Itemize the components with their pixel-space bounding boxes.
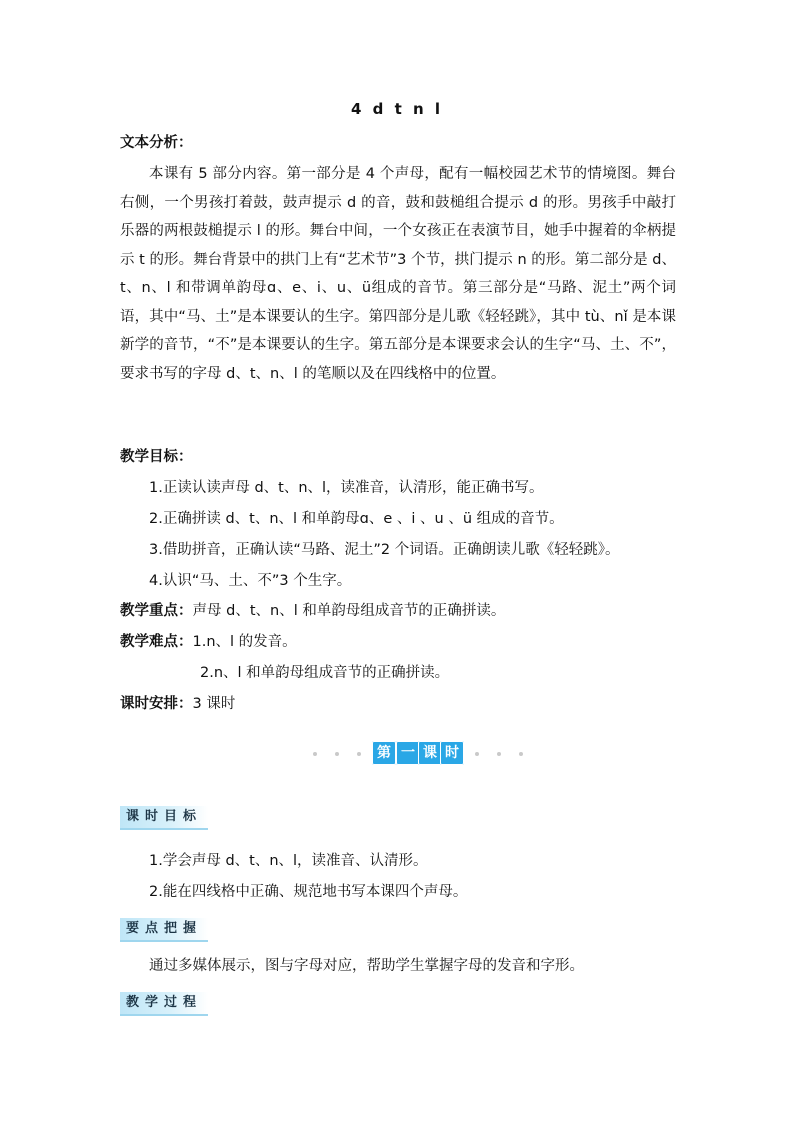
schedule-label: 课时安排： xyxy=(120,696,193,712)
objective-item-2: 2.正确拼读 d、t、n、l 和单韵母ɑ、e 、i 、u 、ü 组成的音节。 xyxy=(149,511,564,527)
difficulty-row xyxy=(120,632,297,652)
schedule-text: 3 课时 xyxy=(192,696,236,712)
objective-item-1: 1.正读认读声母 d、t、n、l，读准音，认清形，能正确书写。 xyxy=(149,480,544,496)
banner-char-1: 第 xyxy=(372,741,396,765)
banner-char-3: 课 xyxy=(418,741,442,765)
text-analysis-heading: 文本分析： xyxy=(120,135,193,151)
difficulty-item-1: 1.n、l 的发音。 xyxy=(192,634,297,650)
divider-dots-right xyxy=(466,752,532,756)
objectives-heading: 教学目标： xyxy=(120,449,193,465)
lesson-banner xyxy=(372,741,464,765)
banner-char-2: 一 xyxy=(396,741,420,765)
key-point-text: 声母 d、t、n、l 和单韵母组成音节的正确拼读。 xyxy=(192,603,506,619)
lesson-divider xyxy=(0,741,794,767)
text-analysis-body: 本课有 5 部分内容。第一部分是 4 个声母，配有一幅校园艺术节的情境图。舞台右侧，一个男孩打着鼓，鼓声提示 d 的音，鼓和鼓槌组合提示 d 的形。男孩手中敲打乐器的两根鼓槌提示 l 的形。舞台中间，一个女孩正在表演节目，她手中握着的伞柄提示 t 的形。舞台背景中的拱门上有“艺术节”3 个节，拱门提示 n 的形。第二部分是 d、t、n、l 和带调单韵母ɑ、e、i、u、ü组成的音节。第三部分是“马路、泥土”两个词语，其中“马、土”是本课要认的生字。第四部分是儿歌《轻轻跳》，其中 tù、nǐ 是本课新学的音节，“不”是本课要认的生字。第五部分是本课要求会认的生字“马、土、不”，要求书写的字母 d、t、n、l 的笔顺以及在四线格中的位置。 xyxy=(120,166,676,382)
difficulty-item-2: 2.n、l 和单韵母组成音节的正确拼读。 xyxy=(200,665,450,681)
objective-item-3: 3.借助拼音，正确认读“马路、泥土”2 个词语。正确朗读儿歌《轻轻跳》。 xyxy=(149,542,620,558)
schedule-row xyxy=(120,694,235,714)
divider-dots-left xyxy=(304,752,370,756)
process-tag: 教学过程 xyxy=(120,992,208,1016)
lesson-goal-item-2: 2.能在四线格中正确、规范地书写本课四个声母。 xyxy=(149,884,468,900)
objective-item-4: 4.认识“马、土、不”3 个生字。 xyxy=(149,573,352,589)
key-grasp-text: 通过多媒体展示，图与字母对应，帮助学生掌握字母的发音和字形。 xyxy=(149,958,584,974)
key-point-label: 教学重点： xyxy=(120,603,193,619)
key-point-row xyxy=(120,601,505,621)
lesson-goal-item-1: 1.学会声母 d、t、n、l，读准音、认清形。 xyxy=(149,853,428,869)
banner-char-4: 时 xyxy=(440,741,464,765)
lesson-goals-tag: 课时目标 xyxy=(120,806,208,830)
lesson-title: 4 d t n l xyxy=(350,100,444,118)
difficulty-label: 教学难点： xyxy=(120,634,193,650)
key-grasp-tag: 要点把握 xyxy=(120,918,208,942)
